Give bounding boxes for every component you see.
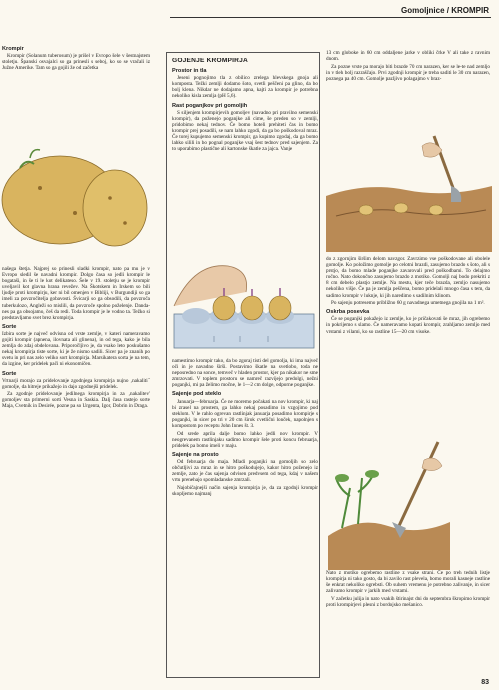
- soil-paragraph: Jeseni pognojimo tla z obilico zrelega hlevskega gnoja ali komposta. Težki zemlji dodamo šoto, svetli peščeni pa glino, da bo bolj klena. Nikdar ne dodajamo apna, kajti za krompir je potrebna nekoliko kisla zemlja (pH 5,6).: [172, 75, 318, 100]
- outdoor-heading: Sajenje na prosto: [172, 451, 219, 458]
- header-rule: [170, 17, 491, 18]
- planting-trench-illustration: [326, 126, 492, 252]
- page-number: 83: [481, 679, 489, 686]
- column-3-top: [326, 50, 490, 126]
- history-paragraph: našega štetja. Najprej so prinesli sladki krompir, nato pa mu je v Evropo sledil še navadni krompir. Dolgo časa so jedli krompir le bogataši, in še ti le kot delikateso. Šele v 19. stoletju se je krompir uveljavil kot glavna hrana revežev. Na Škotskem in Irskem so bili ljudje proti krompirju, ker ni bil omenjen v Bibliji, v Burgundiji so ga imeli za povzročitelja gobavosti. Švicarji so ga obsodili, da povzroča tuberkulozo, Angleži so mislili, da povzroče spolno poželenje. Dandanes pa ga obsojamo, češ da redi. Toda krompir je le vodno ta. Težko si predstavljamo svet brez krompirja.: [2, 266, 150, 321]
- sprouting-heading: Rast poganjkov pri gomoljih: [172, 102, 248, 109]
- intro-paragraph: Krompir (Solanum tuberosum) je prišel v Evropo šele v šestnajstem stoletju. Španski osvajalci so ga prinesli s seboj, ko so se vračali iz Južne Amerike. Tam so ga gojili že od začetka: [2, 53, 150, 72]
- care-paragraph: Če se poganjki pokažejo iz zemlje, ko je pričakovati še mraz, jih ogrebemo in pokrijemo s slamo. Če nameravamo kopati krompir, zrahljamo zemljo med vrstami z vilami, ko so rastline 15—20 cm visoke.: [326, 316, 490, 335]
- care-heading: Oskrba posevka: [326, 309, 370, 316]
- varieties-heading-2: Sorte: [2, 370, 17, 377]
- glass-paragraph: Januarja—februarja. Če ne moremo počakati na nov krompir, ki naj bi zrasel na prostem, ga lahko nekaj posadimo in vzgojimo pod steklom. V le rahlo ogrevan rastlinjak januarja posadimo krompirje s poganjki, in sicer po tri v 20 cm širok cvetlični lonček, napolnjen s kompostom po receptu John Innes št. 3.: [172, 398, 318, 429]
- potato-illustration: [0, 128, 152, 256]
- varieties-paragraph-2: Vrtnarji morajo za pridelovanje zgodnjega krompirja nujno ‚nakalitiˇ gomolje, da hitreje prikažejo in dajo zgodnejši pridelek.: [2, 377, 150, 390]
- planting-paragraph: do z zgornjim širšim delom navzgor. Zavrzimo vse poškodovane ali obolele gomolje. Ko položimo gomolje po celotni brazdi, zasujemo brazdo s šoto, ali s prstjo, da bomo mlade poganjke zavarovali pred poškodbami. To delajmo ročno. Nato dokončno zasujemo brazdo z motiko. Gomolji naj bodo prekriti z 8 cm debelo plastjo zemlje. Na mestu, kjer teče brazda, zemljo nasujemo nekoliko višje. Če pa je zemlja peščena, bomo pridelali mnogo časa s tem, da sadimo krompir v luknje, ki jih naredimo s sadilnim klinom.: [326, 256, 490, 299]
- varieties-heading: Sorte: [2, 323, 17, 330]
- trench-paragraph-2: Za pozne vrste pa morajo biti brazde 70 cm narazen, ker se le-te nad zemljo in v tleh bolj razraščajo. Prvi zgodnji krompir je treba saditi le 30 cm narazen, poznega pa 40 cm. Gomolje pazljivo polagajmo v braz-: [326, 63, 490, 82]
- header-section: Gomoljnice /: [400, 6, 452, 15]
- care-paragraph-2: Nato z motiko ogrebemo rastline z vsake strani. Če po treh tednih listje krompirja ni tako gosto, da bi zavilo rast plevela, bomo morali kasneje rastline še enkrat nekoliko ogrebsti. Ob suhem vremenu je potrebno zalivanje, in sicer zalivamo krompir v jarkih med vrstami.: [326, 570, 490, 595]
- column-1-top: [2, 46, 150, 126]
- sprouting-paragraph-2: namestimo krompir tako, da bo zgoraj tisti del gomolja, ki ima največ oči in je navadno širši. Postavimo škatle na svetlobo, toda ne neposredno na sonce, temveč v hladen prostor, kjer pa nikakor ne sme zmrzovati. V toplem prostoru se namreč razvijejo predolgi, nežni poganjki, mi pa želimo močne, le 1—2 cm dolge, odporne poganjke.: [172, 358, 318, 389]
- column-2-bottom: [172, 358, 318, 676]
- box-title: GOJENJE KROMPIRJA: [172, 58, 248, 64]
- glass-paragraph-2: Od srede aprila dalje bomo lahko jedli nov krompir. V neogrevanem rastlinjaku sadimo krompir šele proti koncu februarja, pridelek pa bomo imeli v maju.: [172, 430, 318, 449]
- column-3-bottom: [326, 570, 490, 682]
- glass-heading: Sajenje pod steklo: [172, 391, 222, 398]
- spraying-paragraph: V začetku julija in nato vsakih štirinajst dni do septembra škropimo krompir proti krompirjevi plesni z bordojsko mešanico.: [326, 595, 490, 608]
- sprouting-paragraph: S siljenjem krompirjevih gomoljev (navadno pri pravilno semenski krompir), da poženejo poganjke ali cime, še preden so v zemlji, pridobimo nekaj tednov. Če bomo hoteli prehiteti čas in bomo krompir prej posadili, se nam lahko zgodi, da ga bo poškodoval mraz. Če torej kupujemo semenski krompir, ga kupimo zgodaj, da ga bomo lahko silili in bo pognal poganjke vsaj šest tednov pred sajenjem. Za to uporabimo plastične ali kartonske škatle za jajca. Vanje: [172, 109, 318, 153]
- earthing-up-illustration: [328, 436, 450, 570]
- varieties-paragraph-3: Za zgodnje pridelovanje jedilnega krompirja in za ‚nakalitev' gomoljev sta primerni sorti Vesna in Saskia. Dalj časa rastejo sorte Maja, Cvetnik in Desirée, pozne pa so Urgenta, Igor, Dobrin in Draga.: [2, 391, 150, 410]
- fertilizer-paragraph: Po sajenju potresemo približno 60 g navadnega umetnega gnojila na 1 m².: [331, 300, 485, 307]
- outdoor-paragraph: Od februarja do maja. Mladi poganjki na gomoljih so zelo občutljivi za mraz in se hitro poškodujejo, kakor hitro poženejo iz zemlje, zato je čas sajenja odvisen predvsem od tega, kdaj v našem vrtu prenehajo spomladanske zmrzali.: [172, 458, 318, 484]
- intro-heading: Krompir: [2, 46, 24, 52]
- column-2-top: [172, 58, 318, 254]
- header-title: KROMPIR: [451, 6, 489, 15]
- outdoor-paragraph-2: Najobičajnejši način sajenja krompirja je, da za zgodnji krompir skopljemo najmanj: [172, 484, 318, 497]
- trench-paragraph: 13 cm globoke in 60 cm oddaljene jarke v obliki črke V ali take z ravnim dnom.: [326, 50, 490, 63]
- varieties-paragraph: Izbira sorte je največ odvisna od vrste zemlje, v kateri nameravamo gojiti krompir (apnena, ilovnata ali glinena), in od tega, kako je bila zemlja do zdaj obdelovana. Priporočljivo je, da vsako leto poskušamo nekaj krompirja tiste sorte, ki je že nismo sadili. Sicer pa je znanih po svetu in pri nas zelo veliko sort krompirja. Marsikatera sorta je na tem, da izgine, ker pridelek pači ni ekonomičen.: [2, 330, 150, 368]
- soil-heading: Prostor in tla: [172, 68, 207, 75]
- egg-carton-illustration: [168, 256, 320, 354]
- column-1-bottom: [2, 266, 150, 576]
- running-header: [401, 6, 489, 15]
